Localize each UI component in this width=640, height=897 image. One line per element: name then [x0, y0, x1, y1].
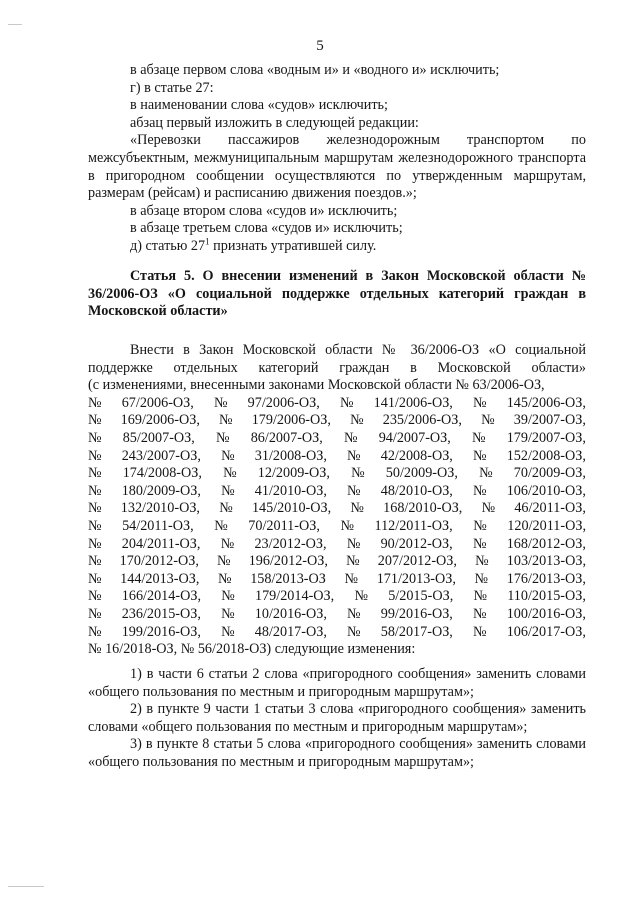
number-sign: № — [217, 553, 231, 570]
law-number: 85/2007-ОЗ, — [122, 429, 195, 446]
law-number: 179/2007-ОЗ, — [506, 429, 586, 446]
law-number: 174/2008-ОЗ, — [122, 465, 202, 482]
law-number: 90/2012-ОЗ, — [380, 535, 453, 552]
law-number: 48/2010-ОЗ, — [380, 482, 453, 499]
law-number: 166/2014-ОЗ, — [121, 588, 201, 605]
number-sign: № — [473, 623, 487, 640]
number-sign: № — [473, 394, 487, 411]
number-sign: № — [346, 553, 360, 570]
number-sign: № — [88, 447, 102, 464]
law-number: 170/2012-ОЗ, — [119, 553, 199, 570]
number-sign: № — [219, 412, 233, 429]
number-sign: № — [88, 429, 102, 446]
law-number: 236/2015-ОЗ, — [121, 605, 201, 622]
law-row — [88, 483, 586, 501]
amend-text: признать утратившей силу. — [209, 237, 377, 254]
intro-line: поддержке отдельных категорий граждан в Московской области» — [88, 359, 586, 376]
number-sign: № — [88, 623, 102, 640]
law-number: 110/2015-ОЗ, — [507, 588, 586, 605]
number-sign: № — [347, 605, 361, 622]
law-number: 10/2016-ОЗ, — [254, 605, 327, 622]
law-number: 112/2011-ОЗ, — [374, 517, 453, 534]
number-sign: № — [88, 553, 102, 570]
number-sign: № — [88, 535, 102, 552]
law-number: 5/2015-ОЗ, — [388, 588, 454, 605]
number-sign: № — [481, 412, 495, 429]
number-sign: № — [88, 517, 102, 534]
number-sign: № — [344, 570, 359, 587]
intro-line: Внести в Закон Московской области № 36/2006-ОЗ «О социальной — [130, 342, 586, 358]
law-number: 70/2009-ОЗ, — [513, 465, 586, 482]
number-sign: № — [472, 535, 487, 552]
number-sign: № — [218, 570, 232, 587]
law-list — [88, 395, 586, 641]
law-number: 48/2017-ОЗ, — [254, 623, 327, 640]
number-sign: № — [479, 465, 493, 482]
amendment-item: 2) в пункте 9 части 1 статьи 3 слова «пригородного сообщения» заменить словами «общего пользования по местным и пригородным маршрутам»; — [88, 701, 586, 735]
law-number: 176/2013-ОЗ, — [506, 570, 586, 587]
amendment-item: 1) в части 6 статьи 2 слова «пригородного сообщения» заменить словами «общего пользования по местным и пригородным маршрутам»; — [88, 666, 586, 700]
law-number: 41/2010-ОЗ, — [254, 482, 327, 499]
number-sign: № — [473, 517, 487, 534]
number-sign: № — [216, 429, 230, 446]
law-number: 204/2011-ОЗ, — [121, 535, 201, 552]
number-sign: № — [474, 570, 489, 587]
law-row — [88, 518, 586, 536]
law-number: 97/2006-ОЗ, — [247, 394, 320, 411]
number-sign: № — [350, 412, 364, 429]
number-sign: № — [347, 482, 361, 499]
law-number: 42/2008-ОЗ, — [380, 447, 453, 464]
scan-edge-mark — [8, 24, 22, 25]
number-sign: № — [223, 465, 237, 482]
amend-line: в абзаце втором слова «судов и» исключить; — [130, 202, 398, 219]
law-number: 171/2013-ОЗ, — [376, 570, 456, 587]
amend-line: в абзаце третьем слова «судов и» исключить; — [130, 220, 403, 237]
number-sign: № — [481, 500, 496, 517]
law-number: 50/2009-ОЗ, — [385, 465, 458, 482]
page-number: 5 — [316, 38, 324, 54]
number-sign: № — [88, 570, 102, 587]
number-sign: № — [88, 588, 102, 605]
article5-items — [88, 666, 586, 772]
law-number: 199/2016-ОЗ, — [121, 623, 201, 640]
number-sign: № — [347, 447, 361, 464]
law-number: 31/2008-ОЗ, — [254, 447, 327, 464]
law-row — [88, 571, 586, 589]
number-sign: № — [88, 465, 102, 482]
law-number: 179/2014-ОЗ, — [254, 588, 335, 605]
superscript: 1 — [205, 236, 210, 247]
law-number: 54/2011-ОЗ, — [122, 517, 194, 534]
law-number: 70/2011-ОЗ, — [248, 517, 320, 534]
law-number: 243/2007-ОЗ, — [121, 447, 201, 464]
law-number: 152/2008-ОЗ, — [506, 447, 586, 464]
law-number: 86/2007-ОЗ, — [250, 429, 323, 446]
law-number: 100/2016-ОЗ, — [506, 605, 586, 622]
number-sign: № — [473, 588, 488, 605]
amend-line: в абзаце первом слова «водным и» и «водного и» исключить; — [130, 62, 500, 78]
law-number: 145/2006-ОЗ, — [506, 394, 586, 411]
article4-amendments — [88, 62, 586, 256]
number-sign: № — [473, 605, 487, 622]
number-sign: № — [221, 482, 235, 499]
law-row — [88, 588, 586, 606]
law-number: 168/2012-ОЗ, — [506, 535, 586, 552]
law-number: 106/2017-ОЗ, — [506, 623, 586, 640]
article5-heading-block — [88, 268, 586, 321]
law-number: 179/2006-ОЗ, — [251, 412, 331, 429]
number-sign: № — [340, 517, 354, 534]
number-sign: № — [88, 500, 102, 517]
intro-line: (с изменениями, внесенными законами Московской области № 63/2006-ОЗ, — [88, 377, 545, 394]
number-sign: № — [221, 588, 235, 605]
law-number: 144/2013-ОЗ, — [120, 570, 200, 587]
new-wording-quote: «Перевозки пассажиров железнодорожным транспортом по межсубъектным, межмуниципальным маршрутам железнодорожного транспорта в пригородном сообщении осуществляются по утвержденным маршрутам, размерам (рейсам) и расписанию движения поездов.»; — [88, 132, 586, 202]
number-sign: № — [214, 517, 228, 534]
number-sign: № — [221, 605, 235, 622]
number-sign: № — [344, 429, 358, 446]
article5-intro — [88, 342, 586, 659]
amend-line: г) в статье 27: — [130, 79, 214, 96]
law-row — [88, 465, 586, 483]
number-sign: № — [354, 588, 368, 605]
scan-edge-mark — [8, 886, 44, 887]
law-number: 207/2012-ОЗ, — [377, 553, 457, 570]
law-number: 58/2017-ОЗ, — [380, 623, 453, 640]
number-sign: № — [473, 447, 487, 464]
law-number: 180/2009-ОЗ, — [121, 482, 201, 499]
law-row — [88, 624, 586, 642]
law-number: 169/2006-ОЗ, — [120, 412, 200, 429]
number-sign: № — [88, 412, 102, 429]
law-number: 46/2011-ОЗ, — [514, 500, 586, 517]
law-number: 12/2009-ОЗ, — [257, 465, 330, 482]
number-sign: № — [88, 482, 102, 499]
law-row — [88, 553, 586, 571]
number-sign: № — [350, 500, 364, 517]
law-row — [88, 536, 586, 554]
law-number: 103/2013-ОЗ, — [506, 553, 586, 570]
law-number: 196/2012-ОЗ, — [248, 553, 328, 570]
number-sign: № — [347, 623, 361, 640]
number-sign: № — [346, 535, 361, 552]
article-heading: Статья 5. О внесении изменений в Закон Московской области № 36/2006-ОЗ «О социальной поддержке отдельных категорий граждан в Московской области» — [88, 268, 586, 320]
number-sign: № — [220, 535, 235, 552]
number-sign: № — [475, 553, 489, 570]
number-sign: № — [221, 447, 235, 464]
law-row — [88, 606, 586, 624]
law-number: 94/2007-ОЗ, — [378, 429, 451, 446]
law-number: 67/2006-ОЗ, — [121, 394, 194, 411]
number-sign: № — [339, 394, 354, 411]
law-row — [88, 395, 586, 413]
amendment-item: 3) в пункте 8 статьи 5 слова «пригородного сообщения» заменить словами «общего пользования по местным и пригородным маршрутам»; — [88, 736, 586, 770]
amend-line: в наименовании слова «судов» исключить; — [130, 97, 388, 114]
number-sign: № — [219, 500, 233, 517]
law-row — [88, 448, 586, 466]
amend-line: абзац первый изложить в следующей редакции: — [130, 114, 419, 131]
number-sign: № — [351, 465, 365, 482]
number-sign: № — [473, 482, 487, 499]
law-number: 168/2010-ОЗ, — [383, 500, 463, 517]
law-number: 145/2010-ОЗ, — [251, 500, 332, 517]
law-number: 235/2006-ОЗ, — [382, 412, 462, 429]
law-row — [88, 500, 586, 518]
law-number: 23/2012-ОЗ, — [254, 535, 327, 552]
law-row — [88, 412, 586, 430]
law-number: 132/2010-ОЗ, — [120, 500, 200, 517]
amend-text: д) статью 27 — [130, 237, 206, 254]
intro-line: № 16/2018-ОЗ, № 56/2018-ОЗ) следующие изменения: — [88, 641, 416, 658]
number-sign: № — [88, 605, 102, 622]
number-sign: № — [221, 623, 235, 640]
law-number: 141/2006-ОЗ, — [373, 394, 453, 411]
number-sign: № — [472, 429, 486, 446]
law-number: 99/2016-ОЗ, — [380, 605, 453, 622]
law-row — [88, 430, 586, 448]
law-number: 120/2011-ОЗ, — [507, 517, 586, 534]
number-sign: № — [88, 394, 102, 411]
law-number: 158/2013-ОЗ — [250, 570, 326, 587]
law-number: 106/2010-ОЗ, — [506, 482, 586, 499]
amend-line — [88, 238, 586, 256]
law-number: 39/2007-ОЗ, — [513, 412, 586, 429]
number-sign: № — [213, 394, 228, 411]
